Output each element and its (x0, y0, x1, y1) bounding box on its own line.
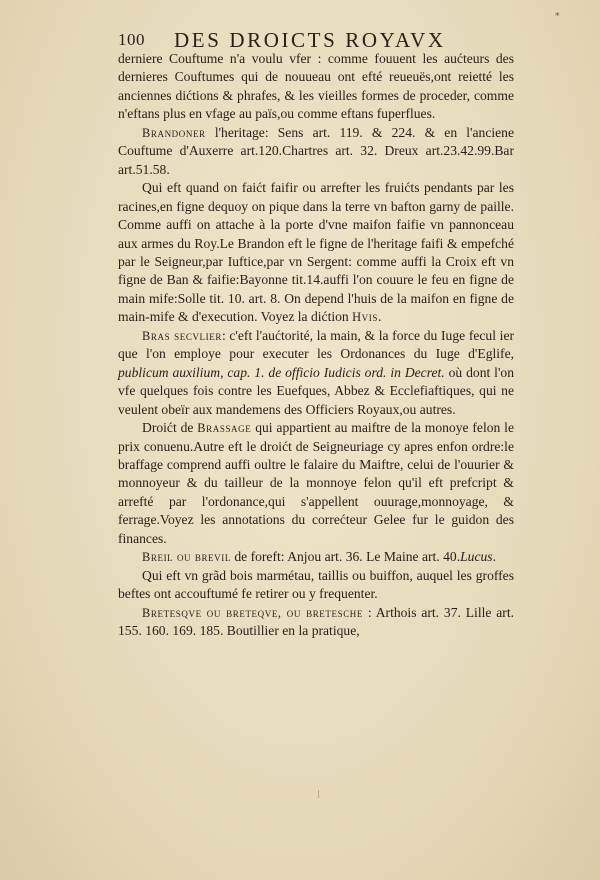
page-mark (318, 790, 319, 798)
paragraph-text: Qui eft quand on faićt faifir ou arrefter les fruićts pendants par les racines,en figne dequoy on pique dans la terre vn bafton garny de paille. Comme auffi on attache à la porte d'vne maifon faifie vn pannonceau aux armes du Roy.Le Brandon eft le figne de l'heritage faifi & empefché par le Seigneur,par Iuftice,par vn Sergent: comme auffi la Croix eft vn figne de Ban & faifie:Bayonne tit.14.auffi l'on couure le feu en figne de main mife:Solle tit. 10. art. 8. On depend l'huis de la maifon en figne de main-mife & d'execution. Voyez la dićtion (118, 180, 514, 325)
paragraph-1 (118, 50, 514, 124)
entry-headword: Brandoner (142, 125, 206, 140)
entry-brandoner (118, 124, 514, 179)
entry-headword: Breil ou brevil (142, 550, 231, 565)
entry-headword: Brassage (197, 421, 252, 436)
entry-bretesque (118, 604, 514, 641)
entry-text: de foreft: Anjou art. 36. Le Maine art. 40. (230, 549, 461, 565)
paragraph-3 (118, 179, 514, 327)
corner-mark: * (555, 12, 560, 22)
cross-reference: Hvis (352, 310, 378, 325)
entry-prefix: Droićt de (142, 420, 198, 436)
entry-text: l'heritage: Sens art. 119. & 224. & en l'anciene Couftume d'Auxerre art.120.Chartres art. 32. Dreux art.23.42.99.Bar art.51.58. (118, 124, 514, 177)
entry-breil (118, 548, 514, 566)
entry-text: : Arthois art. 37. Lille art. 155. 160. 169. 185. Boutillier en la pratique, (118, 604, 514, 639)
page-number: 100 (118, 30, 145, 49)
entry-headword: Bras secvlier (142, 328, 222, 343)
entry-text: : c'eft l'aućtorité, la main, & la force du Iuge fecul ier que l'on employe pour executer les Ordonances du Iuge d'Eglife, (118, 327, 515, 362)
paragraph-text: derniere Couftume n'a voulu vfer : comme fouuent les aućteurs des dernieres Couftumes qui de nouueau ont efté reueuës,ont reietté les anciennes dićtions & phrafes, & les vieilles formes de proceder, comme n'eftans plus en vfage au païs,ou comme eftans fuperflues. (118, 51, 514, 122)
entry-bras-seculier (118, 327, 514, 419)
entry-text-continued: où dont l'on vfe quelques fois contre les Euefques, Abbez & Ecclefiaftiques, qui ne veulent obeïr aux mandemens des Officiers Royaux,ou autres. (118, 364, 514, 417)
paragraph-end: . (377, 309, 382, 325)
paragraph-text: Qui eft vn grãd bois marmétau, taillis ou buiffon, auquel les groffes beftes ont accouftumé fe retirer ou y frequenter. (118, 567, 514, 602)
entry-text-end: . (492, 549, 496, 565)
paragraph-7 (118, 567, 514, 604)
entry-text: qui appartient au maiftre de la monoye felon le prix conuenu.Autre eft le droićt de Seigneuriage cy apres enfon ordre:le braffage comprend auffi oultre le falaire du Maiftre, celui de l'ouurier & monnoyeur & du tailleur de la monnoye felon qu'il eft prefcript & arrefté par l'ordonance,qui s'appellent ouurage,monnoyage, & ferrage.Voyez les annotations du correćteur Gelee fur le guidon des finances. (118, 420, 514, 546)
entry-brassage (118, 419, 514, 548)
entry-headword: Bretesqve ou breteqve, ou bretesche (142, 605, 364, 620)
latin-term: Lucus (460, 549, 493, 565)
body-text (118, 50, 514, 641)
running-title: DES DROICTS ROYAVX (174, 28, 446, 52)
latin-citation: publicum auxilium, cap. 1. de officio Iudicis ord. in Decret. (118, 364, 445, 380)
